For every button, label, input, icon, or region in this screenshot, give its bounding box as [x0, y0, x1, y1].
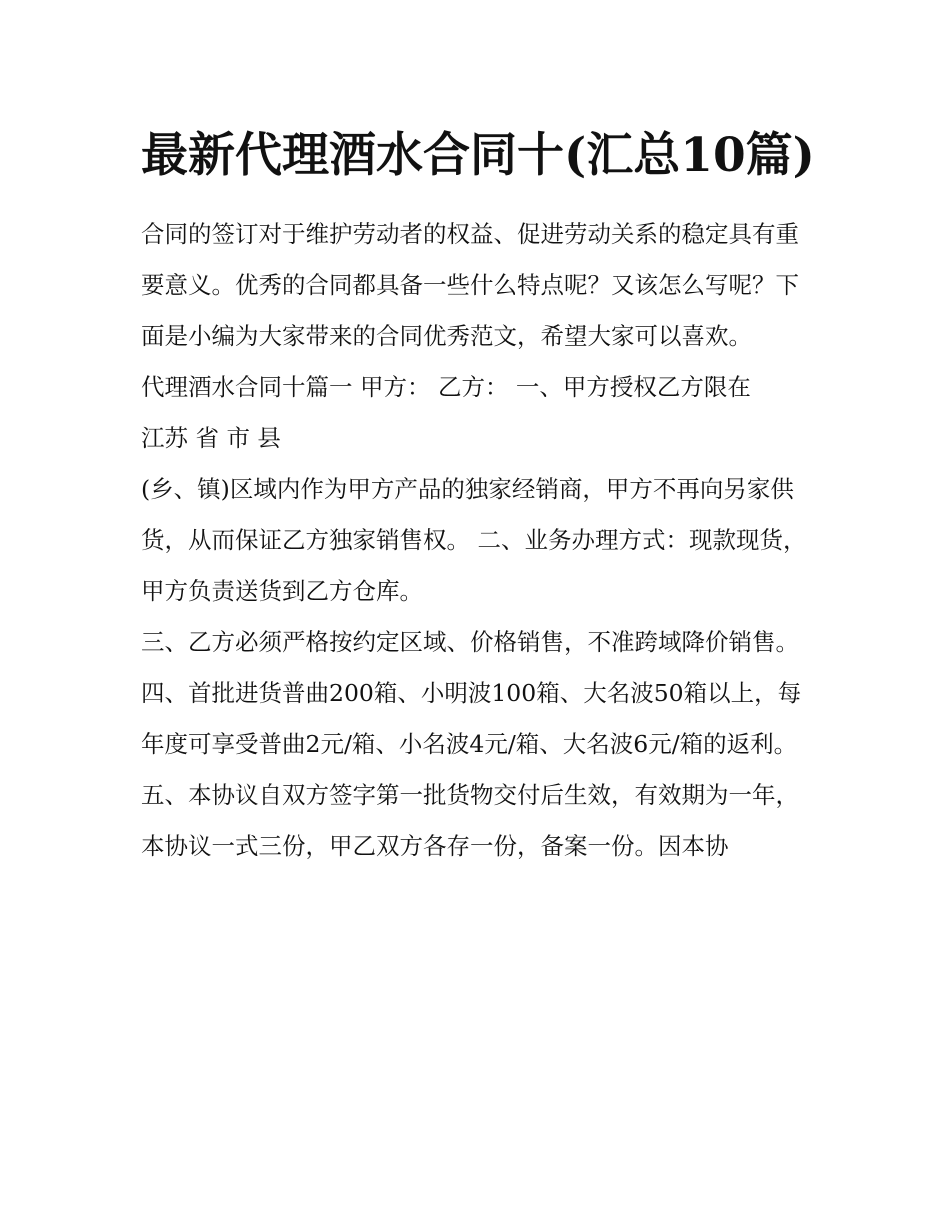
- paragraph-intro: 合同的签订对于维护劳动者的权益、促进劳动关系的稳定具有重要意义。优秀的合同都具备一些什么特点呢？又该怎么写呢？下面是小编为大家带来的合同优秀范文，希望大家可以喜欢。: [141, 220, 799, 350]
- paragraph-region: 江苏 省 市 县: [141, 424, 281, 452]
- paragraph-clause-5: 五、本协议自双方签字第一批货物交付后生效，有效期为一年，本协议一式三份，甲乙双方各存一份，备案一份。因本协: [141, 781, 799, 860]
- document-content: [141, 116, 821, 872]
- document-title: 最新代理酒水合同十(汇总10篇): [141, 128, 815, 183]
- paragraph-clause-1-2: (乡、镇)区域内作为甲方产品的独家经销商，甲方不再向另家供货，从而保证乙方独家销售权。 二、业务办理方式：现款现货，甲方负责送货到乙方仓库。: [141, 475, 807, 605]
- paragraph-clause-4: 四、首批进货普曲200箱、小明波100箱、大名波50箱以上，每年度可享受普曲2元/箱、小名波4元/箱、大名波6元/箱的返利。: [141, 679, 802, 758]
- paragraph-clause-3: 三、乙方必须严格按约定区域、价格销售，不准跨域降价销售。: [141, 628, 799, 656]
- document-body: [141, 209, 821, 872]
- paragraph-parties: 代理酒水合同十篇一 甲方： 乙方： 一、甲方授权乙方限在: [141, 373, 751, 401]
